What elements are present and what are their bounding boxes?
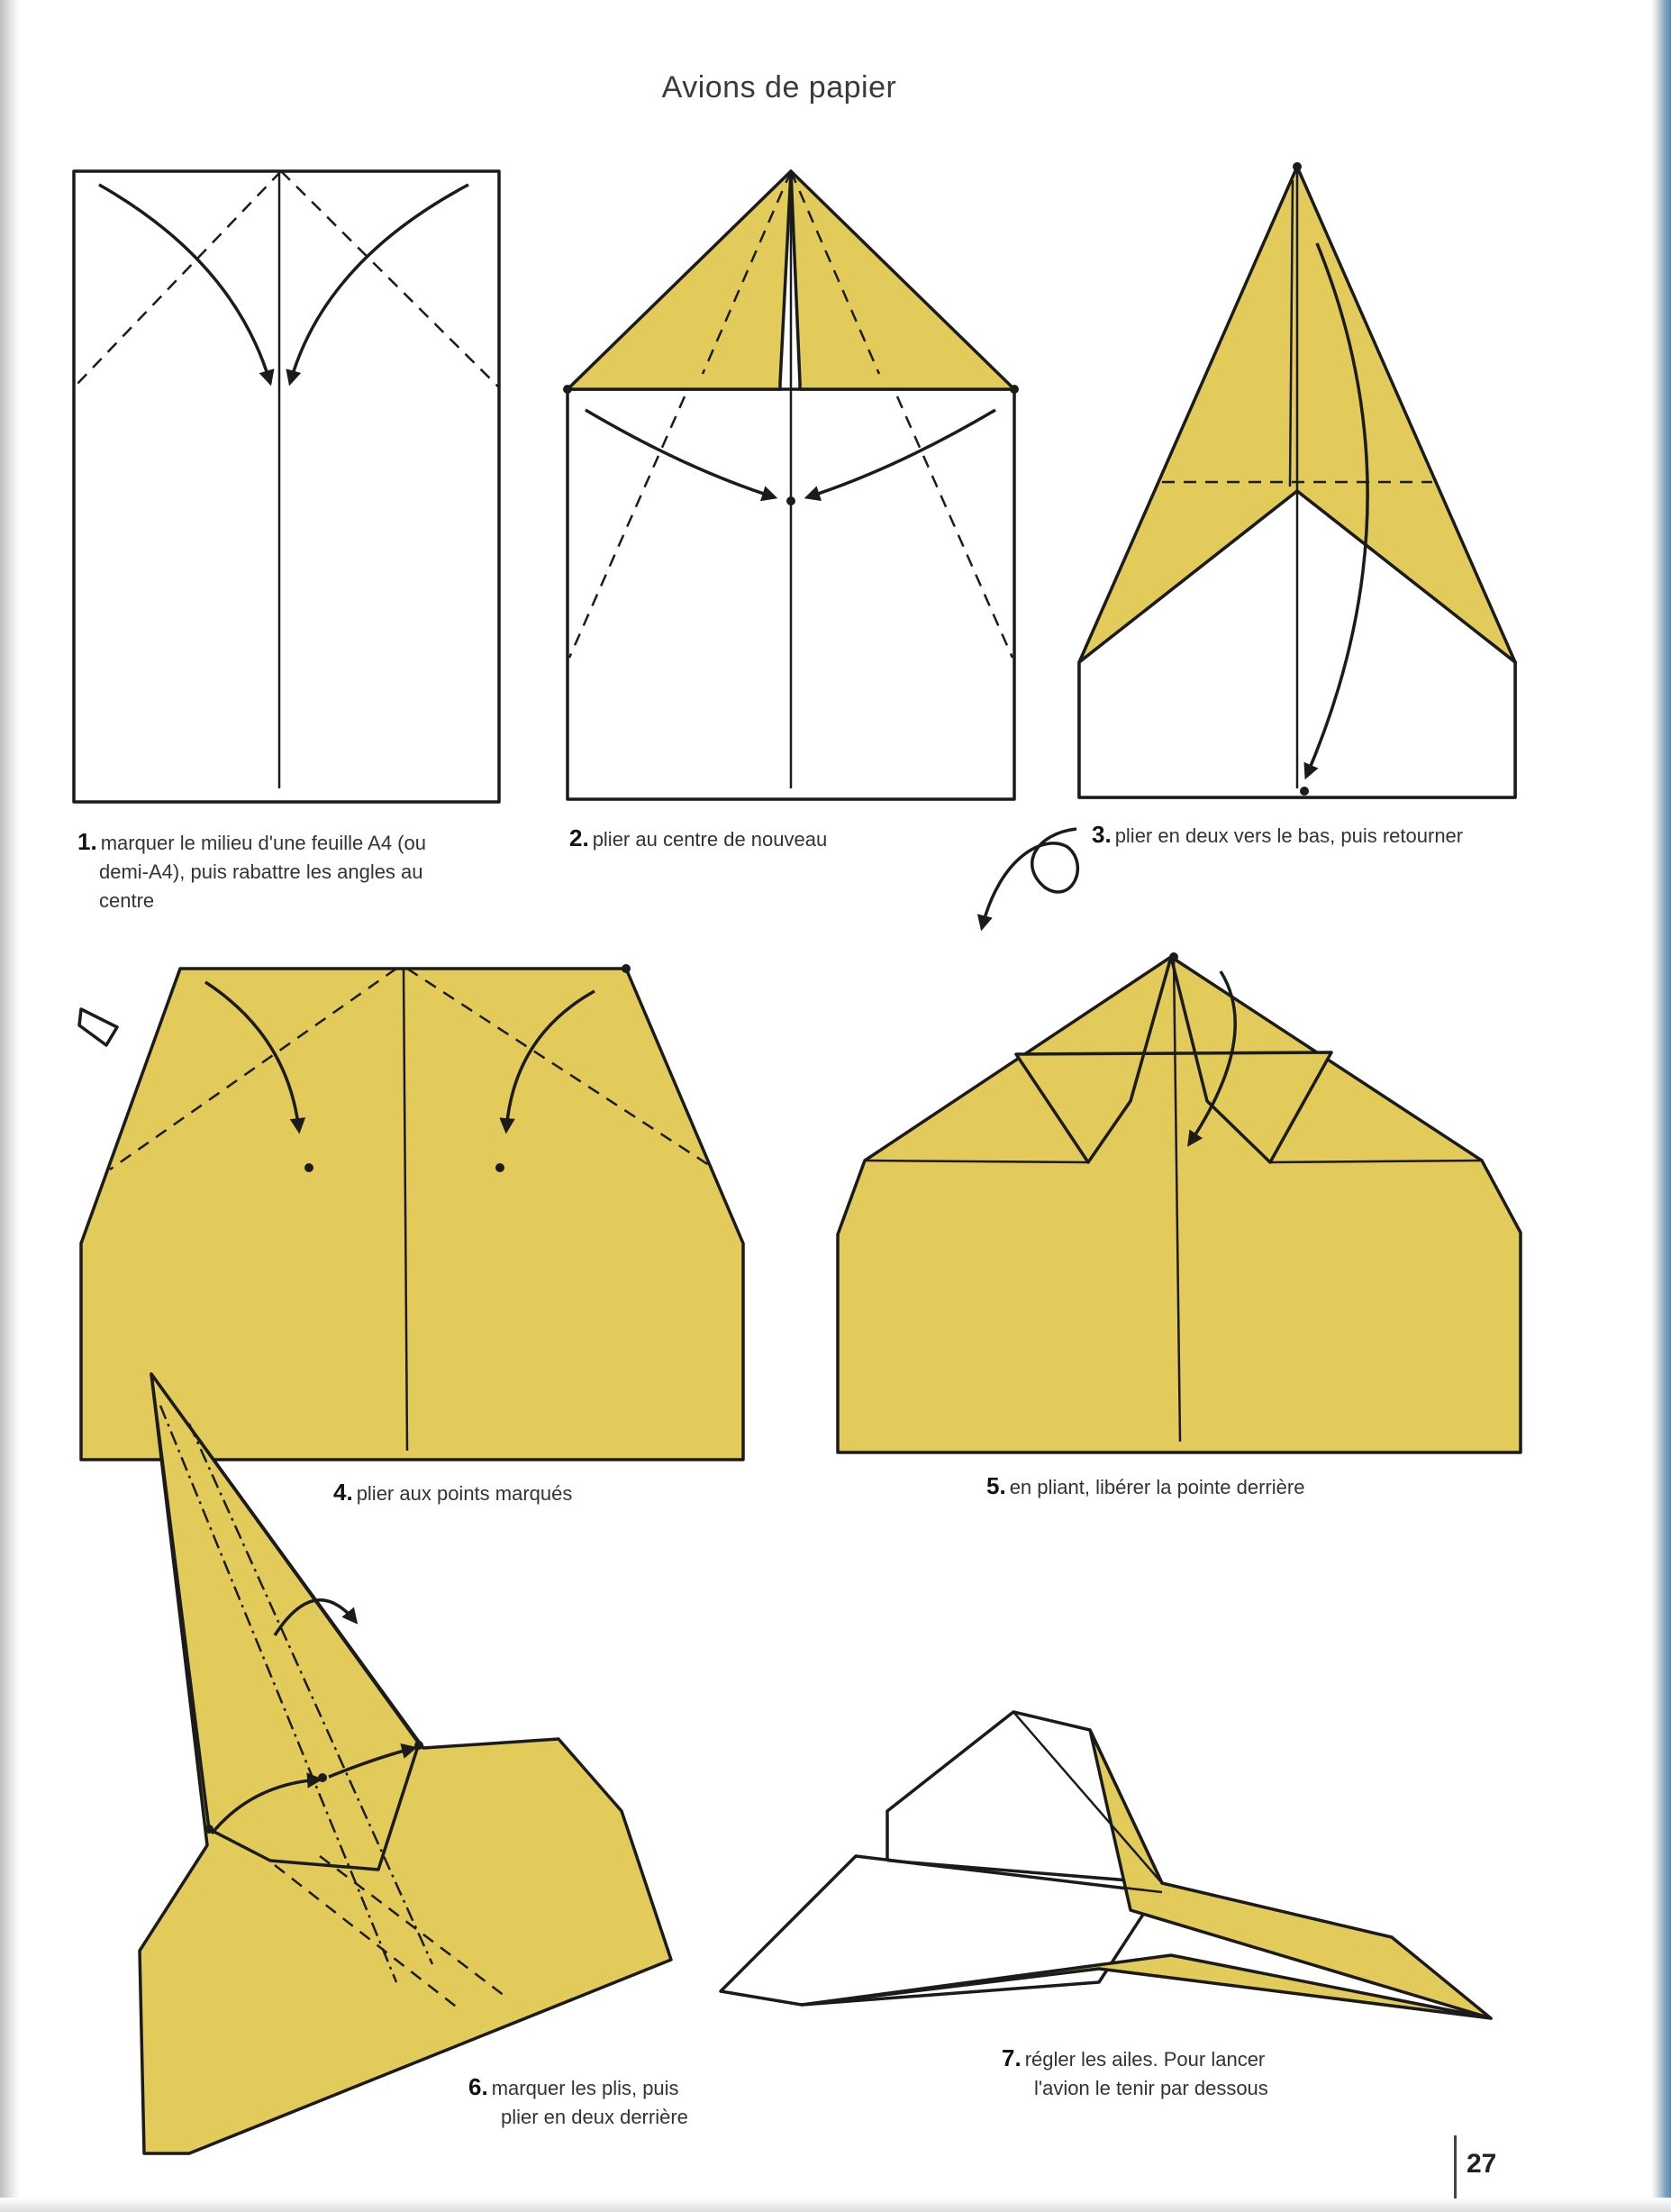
page-title: Avions de papier — [661, 70, 897, 105]
page-number: 27 — [1467, 2149, 1497, 2179]
step-2-left-flap — [568, 171, 791, 389]
step-7-diagram — [721, 1712, 1491, 2018]
step-5-diagram — [838, 952, 1521, 1452]
step-4-diagram — [79, 964, 743, 1460]
step-2-caption: 2. plier au centre de nouveau — [569, 824, 828, 851]
step-3-caption: 3. plier en deux vers le bas, puis retourner — [1092, 821, 1464, 848]
step-5-caption: 5. en pliant, libérer la pointe derrière — [986, 1472, 1305, 1499]
page-number-divider — [1454, 2135, 1457, 2198]
step-7-caption: 7. régler les ailes. Pour lancer l'avion le tenir par dessous — [1002, 2044, 1268, 2099]
step-4-sheet — [81, 969, 743, 1460]
step-2-diagram — [563, 171, 1019, 799]
step-1-diagram — [74, 171, 499, 802]
step-6-caption: 6. marquer les plis, puis plier en deux derrière — [468, 2073, 688, 2128]
step-1-sheet — [74, 171, 499, 802]
step-1-caption: 1. marquer le milieu d'une feuille A4 (ou demi-A4), puis rabattre les angles au centre — [77, 828, 426, 912]
step-2-right-flap — [791, 171, 1014, 389]
step-4-caption: 4. plier aux points marqués — [333, 1479, 573, 1506]
step-4-view-arrow-icon — [79, 1009, 117, 1045]
step-3-diagram — [982, 162, 1515, 928]
